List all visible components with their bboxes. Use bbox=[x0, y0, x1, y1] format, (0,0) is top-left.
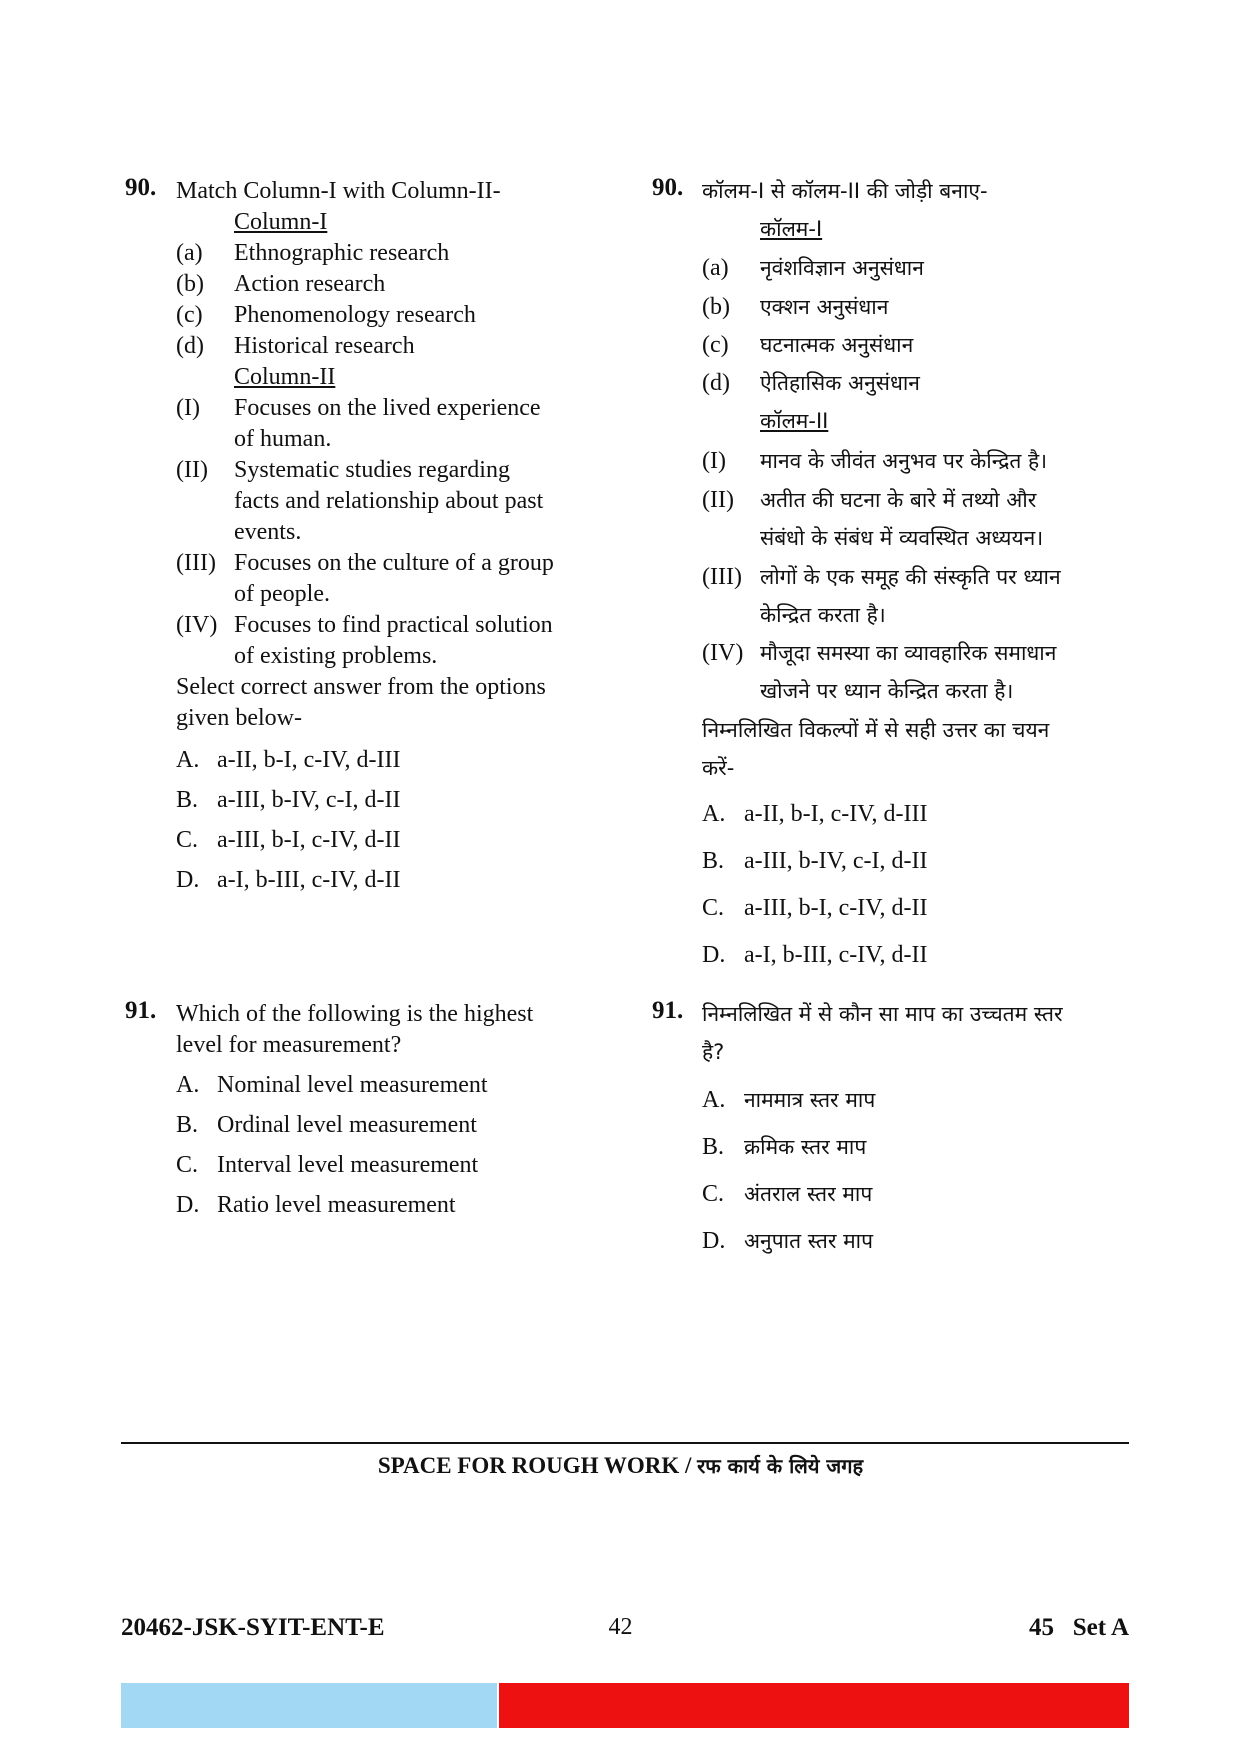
item-label: (a) bbox=[702, 255, 729, 281]
item-label: (b) bbox=[176, 271, 204, 297]
footer-blue-bar bbox=[121, 1683, 497, 1728]
option-text: अनुपात स्तर माप bbox=[744, 1229, 874, 1253]
item-text: Action research bbox=[234, 271, 386, 297]
question-stem: Which of the following is the highest bbox=[176, 1001, 534, 1027]
item-label: (IV) bbox=[176, 612, 218, 638]
question-stem: Match Column-I with Column-II- bbox=[176, 178, 501, 204]
option-text: a-I, b-III, c-IV, d-II bbox=[744, 942, 928, 968]
option-text: Nominal level measurement bbox=[217, 1072, 488, 1098]
option-text: a-III, b-I, c-IV, d-II bbox=[217, 827, 401, 853]
item-label: (b) bbox=[702, 294, 730, 320]
option-text: अंतराल स्तर माप bbox=[744, 1182, 873, 1206]
question-stem: है? bbox=[702, 1040, 725, 1064]
option-label: D. bbox=[176, 867, 200, 893]
item-text: घटनात्मक अनुसंधान bbox=[760, 333, 914, 357]
option-text: Ratio level measurement bbox=[217, 1192, 456, 1218]
column-2-heading: Column-II bbox=[234, 364, 336, 390]
set-label: 45 Set A bbox=[1029, 1614, 1129, 1641]
option-label: A. bbox=[176, 1072, 200, 1098]
item-text: Historical research bbox=[234, 333, 415, 359]
item-text: Phenomenology research bbox=[234, 302, 476, 328]
option-text: क्रमिक स्तर माप bbox=[744, 1135, 867, 1159]
item-text: Systematic studies regarding bbox=[234, 457, 510, 483]
item-label: (d) bbox=[702, 370, 730, 396]
option-text: Ordinal level measurement bbox=[217, 1112, 477, 1138]
item-text: of people. bbox=[234, 581, 330, 607]
item-text: लोगों के एक समूह की संस्कृति पर ध्यान bbox=[760, 565, 1061, 589]
question-stem: level for measurement? bbox=[176, 1032, 402, 1058]
instruction: Select correct answer from the options bbox=[176, 674, 546, 700]
item-label: (c) bbox=[176, 302, 203, 328]
option-text: a-III, b-I, c-IV, d-II bbox=[744, 895, 928, 921]
option-text: a-II, b-I, c-IV, d-III bbox=[744, 801, 928, 827]
rough-work-hindi: रफ कार्य के लिये जगह bbox=[697, 1454, 864, 1478]
instruction: given below- bbox=[176, 705, 302, 731]
item-label: (II) bbox=[702, 487, 734, 513]
option-label: A. bbox=[702, 1087, 726, 1113]
item-label: (I) bbox=[176, 395, 200, 421]
item-text: events. bbox=[234, 519, 302, 545]
item-text: अतीत की घटना के बारे में तथ्यो और bbox=[760, 488, 1037, 512]
item-text: of human. bbox=[234, 426, 332, 452]
item-text: Focuses on the culture of a group bbox=[234, 550, 554, 576]
item-text: केन्द्रित करता है। bbox=[760, 603, 886, 627]
item-label: (IV) bbox=[702, 640, 744, 666]
item-label: (II) bbox=[176, 457, 208, 483]
item-label: (III) bbox=[176, 550, 216, 576]
page-number: 42 bbox=[608, 1614, 633, 1640]
question-number: 91. bbox=[652, 997, 684, 1024]
column-2-heading: कॉलम-II bbox=[760, 409, 829, 433]
option-label: A. bbox=[176, 747, 200, 773]
item-text: Focuses to find practical solution bbox=[234, 612, 553, 638]
question-stem: निम्नलिखित में से कौन सा माप का उच्चतम स्तर bbox=[702, 1002, 1063, 1026]
footer-red-bar bbox=[499, 1683, 1129, 1728]
item-label: (c) bbox=[702, 332, 729, 358]
item-text: संबंधो के संबंध में व्यवस्थित अध्ययन। bbox=[760, 526, 1044, 550]
option-label: B. bbox=[702, 1134, 725, 1160]
item-text: facts and relationship about past bbox=[234, 488, 544, 514]
instruction: करें- bbox=[702, 756, 735, 780]
item-text: Focuses on the lived experience bbox=[234, 395, 541, 421]
option-label: C. bbox=[702, 895, 725, 921]
option-text: a-I, b-III, c-IV, d-II bbox=[217, 867, 401, 893]
divider-rule bbox=[121, 1442, 1129, 1444]
question-stem: कॉलम-I से कॉलम-II की जोड़ी बनाए- bbox=[702, 179, 988, 203]
item-text: मानव के जीवंत अनुभव पर केन्द्रित है। bbox=[760, 449, 1048, 473]
option-text: नाममात्र स्तर माप bbox=[744, 1088, 876, 1112]
item-text: of existing problems. bbox=[234, 643, 438, 669]
question-number: 90. bbox=[125, 174, 157, 201]
option-text: a-III, b-IV, c-I, d-II bbox=[744, 848, 928, 874]
option-text: a-II, b-I, c-IV, d-III bbox=[217, 747, 401, 773]
option-label: B. bbox=[702, 848, 725, 874]
item-text: मौजूदा समस्या का व्यावहारिक समाधान bbox=[760, 641, 1057, 665]
item-label: (I) bbox=[702, 448, 726, 474]
option-label: D. bbox=[702, 942, 726, 968]
item-text: नृवंशविज्ञान अनुसंधान bbox=[760, 256, 924, 280]
option-label: A. bbox=[702, 801, 726, 827]
item-label: (III) bbox=[702, 564, 742, 590]
question-number: 91. bbox=[125, 997, 157, 1024]
item-label: (a) bbox=[176, 240, 203, 266]
option-label: B. bbox=[176, 787, 199, 813]
option-label: B. bbox=[176, 1112, 199, 1138]
option-label: C. bbox=[176, 1152, 199, 1178]
rough-work-heading bbox=[0, 1452, 1241, 1479]
paper-code: 20462-JSK-SYIT-ENT-E bbox=[121, 1614, 385, 1641]
option-label: C. bbox=[176, 827, 199, 853]
option-text: a-III, b-IV, c-I, d-II bbox=[217, 787, 401, 813]
option-label: D. bbox=[176, 1192, 200, 1218]
item-text: एक्शन अनुसंधान bbox=[760, 295, 889, 319]
option-label: D. bbox=[702, 1228, 726, 1254]
instruction: निम्नलिखित विकल्पों में से सही उत्तर का चयन bbox=[702, 718, 1050, 742]
column-1-heading: कॉलम-I bbox=[760, 217, 823, 241]
item-text: खोजने पर ध्यान केन्द्रित करता है। bbox=[760, 679, 1014, 703]
column-1-heading: Column-I bbox=[234, 209, 328, 235]
option-label: C. bbox=[702, 1181, 725, 1207]
rough-work-english: SPACE FOR ROUGH WORK / bbox=[377, 1453, 698, 1478]
option-text: Interval level measurement bbox=[217, 1152, 479, 1178]
item-text: Ethnographic research bbox=[234, 240, 450, 266]
item-label: (d) bbox=[176, 333, 204, 359]
item-text: ऐतिहासिक अनुसंधान bbox=[760, 371, 920, 395]
question-number: 90. bbox=[652, 174, 684, 201]
